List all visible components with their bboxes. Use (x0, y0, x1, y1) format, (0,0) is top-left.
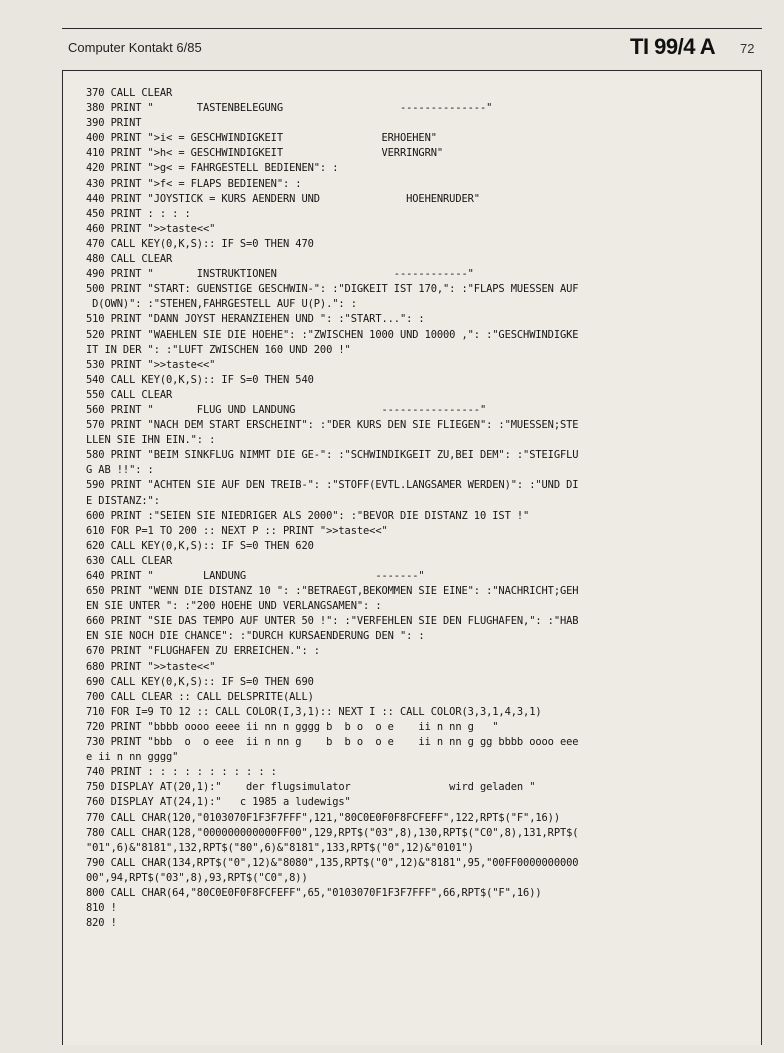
listing-line: 760 DISPLAY AT(24,1):" c 1985 a ludewigs" (86, 796, 351, 809)
listing-line: 820 ! (86, 917, 117, 930)
listing-line: 430 PRINT ">f< = FLAPS BEDIENEN": : (86, 177, 302, 190)
listing-line: 390 PRINT (86, 117, 142, 130)
listing-line: 570 PRINT "NACH DEM START ERSCHEINT": :"DER KURS DEN SIE FLIEGEN": :"MUESSEN;STE (86, 419, 579, 432)
listing-line: E DISTANZ:": (86, 494, 160, 507)
listing-line: 480 CALL CLEAR (86, 253, 173, 266)
listing-line: 520 PRINT "WAEHLEN SIE DIE HOEHE": :"ZWISCHEN 1000 UND 10000 ,": :"GESCHWINDIGKE (86, 328, 579, 341)
listing-line: 560 PRINT " FLUG UND LANDUNG ----------------" (86, 403, 487, 416)
listing-line: 440 PRINT "JOYSTICK = KURS AENDERN UND HOEHENRUDER" (86, 192, 480, 205)
listing-line: IT IN DER ": :"LUFT ZWISCHEN 160 UND 200 !" (86, 343, 351, 356)
listing-line: 720 PRINT "bbbb oooo eeee ii nn n gggg b b o o e ii n nn g " (86, 720, 499, 733)
listing-line: 750 DISPLAY AT(20,1):" der flugsimulator wird geladen " (86, 781, 536, 794)
listing-line: 680 PRINT ">>taste<<" (86, 660, 216, 673)
listing-line: 690 CALL KEY(0,K,S):: IF S=0 THEN 690 (86, 675, 314, 688)
listing-line: 700 CALL CLEAR :: CALL DELSPRITE(ALL) (86, 690, 314, 703)
listing-line: 810 ! (86, 902, 117, 915)
listing-line: 410 PRINT ">h< = GESCHWINDIGKEIT VERRINGRN" (86, 147, 444, 160)
listing-line: 400 PRINT ">i< = GESCHWINDIGKEIT ERHOEHEN" (86, 132, 437, 145)
listing-line: 540 CALL KEY(0,K,S):: IF S=0 THEN 540 (86, 373, 314, 386)
listing-line: e ii n nn gggg" (86, 751, 179, 764)
page-header (0, 0, 784, 66)
listing-line: 490 PRINT " INSTRUKTIONEN ------------" (86, 268, 474, 281)
listing-line: 510 PRINT "DANN JOYST HERANZIEHEN UND ": :"START...": : (86, 313, 425, 326)
listing-line: 630 CALL CLEAR (86, 554, 173, 567)
listing-line: 640 PRINT " LANDUNG -------" (86, 570, 425, 582)
listing-line: 530 PRINT ">>taste<<" (86, 358, 216, 371)
basic-listing (86, 86, 756, 931)
magazine-issue: Computer Kontakt 6/85 (68, 40, 202, 55)
listing-line: 420 PRINT ">g< = FAHRGESTELL BEDIENEN": : (86, 162, 339, 175)
listing-line: 590 PRINT "ACHTEN SIE AUF DEN TREIB-": :"STOFF(EVTL.LANGSAMER WERDEN)": :"UND DI (86, 479, 579, 492)
listing-line: 620 CALL KEY(0,K,S):: IF S=0 THEN 620 (86, 539, 314, 552)
listing-line: 00",94,RPT$("03",8),93,RPT$("C0",8)) (86, 871, 308, 884)
listing-line: 370 CALL CLEAR (86, 87, 173, 99)
listing-line: 710 FOR I=9 TO 12 :: CALL COLOR(I,3,1):: NEXT I :: CALL COLOR(3,3,1,4,3,1) (86, 705, 542, 718)
listing-line: 500 PRINT "START: GUENSTIGE GESCHWIN-": :"DIGKEIT IST 170,": :"FLAPS MUESSEN AUF (86, 283, 579, 296)
listing-line: D(OWN)": :"STEHEN,FAHRGESTELL AUF U(P).": : (86, 298, 357, 311)
listing-line: 790 CALL CHAR(134,RPT$("0",12)&"8080",135,RPT$("0",12)&"8181",95,"00FF0000000000 (86, 856, 579, 869)
system-title: TI 99/4 A (630, 34, 716, 59)
listing-line: 780 CALL CHAR(128,"000000000000FF00",129,RPT$("03",8),130,RPT$("C0",8),131,RPT$( (86, 826, 579, 839)
listing-line: 580 PRINT "BEIM SINKFLUG NIMMT DIE GE-": :"SCHWINDIKGEIT ZU,BEI DEM": :"STEIGFLU (86, 449, 579, 462)
listing-line: 380 PRINT " TASTENBELEGUNG --------------" (86, 102, 493, 115)
page-number: 72 (740, 41, 755, 56)
listing-line: 730 PRINT "bbb o o eee ii n nn g b b o o e ii n nn g gg bbbb oooo eee (86, 736, 579, 749)
listing-line: EN SIE NOCH DIE CHANCE": :"DURCH KURSAENDERUNG DEN ": : (86, 630, 425, 643)
listing-line: 600 PRINT :"SEIEN SIE NIEDRIGER ALS 2000": :"BEVOR DIE DISTANZ 10 IST !" (86, 509, 530, 522)
listing-line: 460 PRINT ">>taste<<" (86, 222, 216, 235)
listing-line: LLEN SIE IHN EIN.": : (86, 434, 216, 447)
listing-line: 550 CALL CLEAR (86, 388, 173, 401)
listing-line: 740 PRINT : : : : : : : : : : : (86, 766, 277, 779)
listing-line: 650 PRINT "WENN DIE DISTANZ 10 ": :"BETRAEGT,BEKOMMEN SIE EINE": :"NACHRICHT;GEH (86, 585, 579, 598)
listing-line: EN SIE UNTER ": :"200 HOEHE UND VERLANGSAMEN": : (86, 600, 382, 613)
listing-line: 660 PRINT "SIE DAS TEMPO AUF UNTER 50 !": :"VERFEHLEN SIE DEN FLUGHAFEN,": :"HAB (86, 615, 579, 628)
listing-line: 610 FOR P=1 TO 200 :: NEXT P :: PRINT ">>taste<<" (86, 524, 388, 537)
listing-line: 800 CALL CHAR(64,"80C0E0F0F8FCFEFF",65,"0103070F1F3F7FFF",66,RPT$("F",16)) (86, 886, 542, 899)
listing-line: G AB !!": : (86, 464, 154, 477)
listing-line: 770 CALL CHAR(120,"0103070F1F3F7FFF",121,"80C0E0F0F8FCFEFF",122,RPT$("F",16)) (86, 811, 560, 824)
listing-line: 470 CALL KEY(0,K,S):: IF S=0 THEN 470 (86, 237, 314, 250)
listing-line: "01",6)&"8181",132,RPT$("80",6)&"8181",133,RPT$("0",12)&"0101") (86, 841, 474, 854)
listing-line: 450 PRINT : : : : (86, 207, 191, 220)
header-rule (62, 28, 762, 29)
listing-line: 670 PRINT "FLUGHAFEN ZU ERREICHEN.": : (86, 645, 320, 658)
